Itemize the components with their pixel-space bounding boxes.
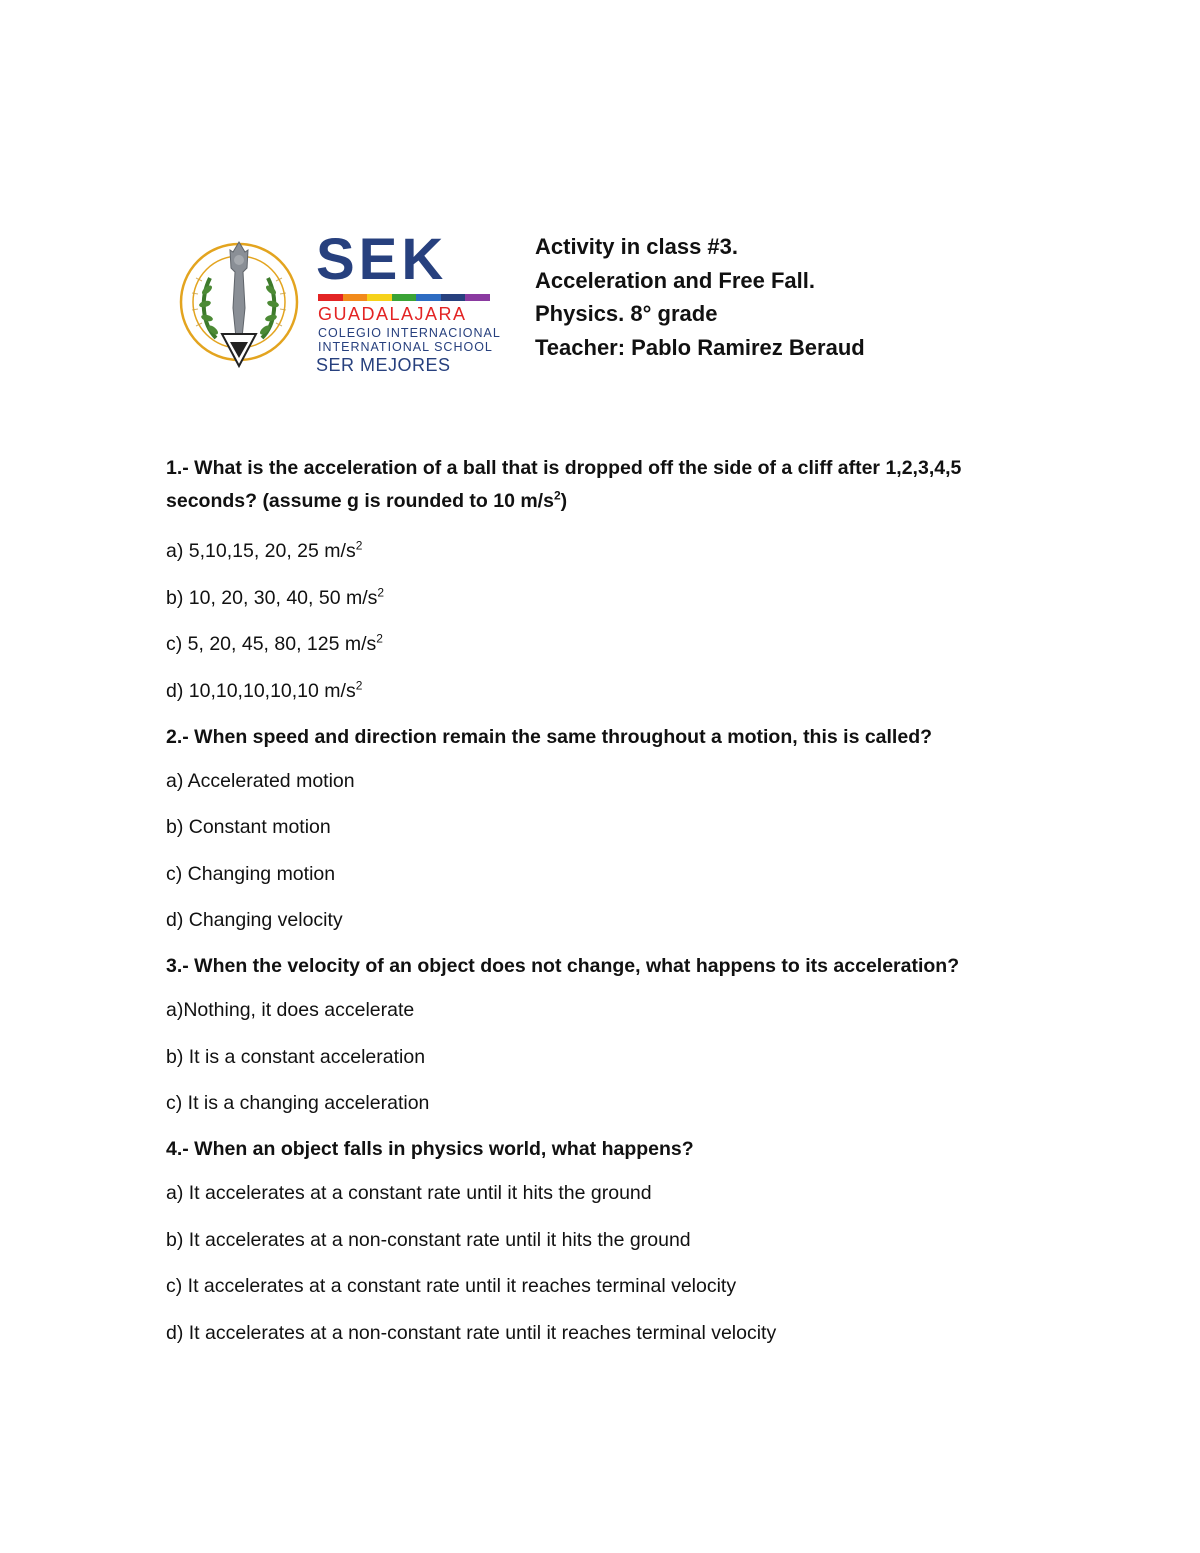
question-2-option-a: a) Accelerated motion <box>166 769 355 792</box>
question-2-option-c: c) Changing motion <box>166 862 336 885</box>
sek-logo <box>312 227 501 376</box>
question-2: 2.- When speed and direction remain the same throughout a motion, this is called? <box>166 725 933 748</box>
question-3-option-b: b) It is a constant acceleration <box>166 1045 426 1068</box>
option-text: a) 5,10,15, 20, 25 m/s <box>166 540 356 562</box>
option-superscript: 2 <box>355 678 363 692</box>
question-1-text: 1.- What is the acceleration of a ball that is dropped off the side of a cliff after 1,2,3,4,5 seconds? (assume g is rounded to 10 m/s <box>166 457 962 512</box>
stripe-purple <box>465 294 490 301</box>
question-2-option-d: d) Changing velocity <box>166 909 343 931</box>
option-text: c) 5, 20, 45, 80, 125 m/s <box>166 633 377 655</box>
question-4-option-c: c) It accelerates at a constant rate until it reaches terminal velocity <box>166 1275 737 1297</box>
question-1-superscript: 2 <box>553 488 561 503</box>
sek-line-2: INTERNATIONAL SCHOOL <box>318 340 493 354</box>
stripe-yellow <box>367 294 392 301</box>
option-text: d) 10,10,10,10,10 m/s <box>166 679 356 702</box>
question-3-option-c: c) It is a changing acceleration <box>166 1092 430 1114</box>
question-1-option-c <box>166 631 1046 657</box>
stripe-green <box>392 294 417 301</box>
sek-color-stripe <box>318 294 490 301</box>
question-4: 4.- When an object falls in physics world, what happens? <box>166 1138 694 1160</box>
question-1 <box>166 452 1026 518</box>
topic-title: Acceleration and Free Fall. <box>535 267 815 293</box>
stripe-navy <box>441 294 466 301</box>
question-1-option-a <box>166 538 1046 564</box>
sek-motto: SER MEJORES <box>316 355 451 375</box>
question-4-option-b: b) It accelerates at a non-constant rate until it hits the ground <box>166 1228 691 1251</box>
question-4-option-d: d) It accelerates at a non-constant rate until it reaches terminal velocity <box>166 1321 777 1344</box>
document-header <box>535 230 865 364</box>
stripe-red <box>318 294 343 301</box>
sek-brand-name: SEK <box>316 227 448 292</box>
question-4-option-a: a) It accelerates at a constant rate until it hits the ground <box>166 1182 652 1204</box>
sek-city: GUADALAJARA <box>318 304 467 324</box>
option-superscript: 2 <box>377 585 385 599</box>
question-1-close: ) <box>560 490 568 512</box>
sek-line-1: COLEGIO INTERNACIONAL <box>318 326 501 340</box>
option-superscript: 2 <box>355 538 363 553</box>
school-crest-logo <box>178 238 300 372</box>
question-1-option-d <box>166 678 1046 704</box>
question-3-option-a: a)Nothing, it does accelerate <box>166 999 415 1021</box>
question-2-option-b: b) Constant motion <box>166 816 331 838</box>
teacher-name: Teacher: Pablo Ramirez Beraud <box>535 334 865 360</box>
stripe-orange <box>343 294 368 301</box>
question-list <box>166 452 1046 1346</box>
option-superscript: 2 <box>376 631 383 646</box>
question-1-option-b <box>166 585 1046 611</box>
subject-grade: Physics. 8° grade <box>535 301 718 326</box>
question-3: 3.- When the velocity of an object does not change, what happens to its acceleration? <box>166 955 960 977</box>
activity-title: Activity in class #3. <box>535 234 738 259</box>
option-text: b) 10, 20, 30, 40, 50 m/s <box>166 586 378 609</box>
stripe-blue <box>416 294 441 301</box>
